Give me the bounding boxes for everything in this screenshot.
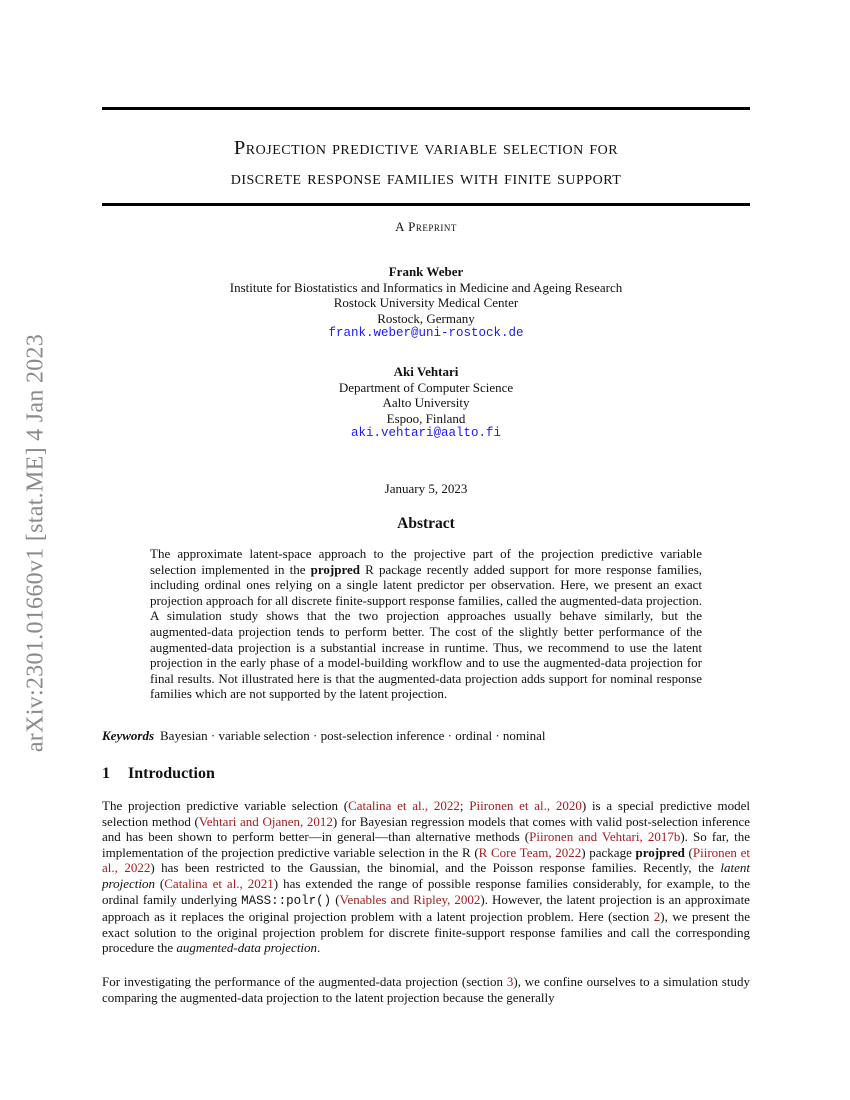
section-heading-introduction [102, 765, 750, 783]
text-run: ). However, the latent projection is an approximate approach as it replaces the original projection problem with a latent projection problem. Here (section [102, 891, 750, 925]
package-name: projpred [635, 844, 685, 860]
citation-link[interactable]: Piironen and Vehtari, 2017b [529, 829, 681, 845]
text-run: ). So far, the implementation of the projection predictive variable selection in the R ( [102, 829, 750, 860]
abstract-heading: Abstract [397, 515, 455, 532]
arxiv-identifier [16, 300, 56, 785]
abstract-part: R package recently added support for more response families, including ordinal ones relying on a single latent predictor per observation. Here, we present an exact projection approach for all discrete finite-support response families, called the augmented-data projection. A simulation study shows that the two projection approaches usually behave similarly, but the augmented-data projection tends to perform better. The cost of the slightly better performance of the augmented-data projection is a substantial increase in runtime. Thus, we recommend to use the latent projection in the early phase of a model-building workflow and to use the augmented-data projection for final results. Not illustrated here is that the augmented-data projection adds support for nominal response families which are not supported by the latent projection. [150, 561, 702, 702]
author-affiliation: Aalto University [382, 395, 470, 410]
citation-link[interactable]: Vehtari and Ojanen, 2012 [198, 813, 333, 829]
author-location: Rostock, Germany [377, 310, 475, 326]
text-run: ( [154, 875, 165, 891]
keywords-list: Bayesian · variable selection · post-selection inference · ordinal · nominal [160, 728, 546, 743]
text-run: . [317, 940, 321, 956]
text-run: ), we confine ourselves to a simulation study comparing the augmented-data projection to the latent projection because the generally [102, 974, 750, 1005]
text-run: ( [684, 844, 693, 860]
text-run: ), we present the exact solution to the original projection problem for discrete finite-support response families and call the corresponding procedure the [102, 909, 750, 956]
package-name: projpred [310, 561, 361, 577]
author-block-vehtari [102, 364, 750, 442]
author-email-link[interactable]: aki.vehtari@aalto.fi [350, 426, 502, 440]
text-run: For investigating the performance of the augmented-data projection (section [102, 974, 507, 989]
title-bottom-rule [102, 203, 750, 206]
author-block-weber [102, 264, 750, 342]
text-run: The projection predictive variable selection ( [102, 798, 349, 813]
citation-link[interactable]: Venables and Ripley, 2002 [339, 891, 481, 907]
paper-title [102, 133, 750, 193]
emphasis-term: augmented-data projection [176, 940, 318, 956]
text-run: ) package [581, 844, 636, 860]
paper-date: January 5, 2023 [384, 481, 468, 496]
author-name: Aki Vehtari [393, 364, 459, 379]
author-location: Espoo, Finland [386, 410, 466, 426]
section-ref-link[interactable]: 2 [653, 909, 661, 925]
author-affiliation: Department of Computer Science [338, 379, 514, 395]
code-snippet: MASS::polr() [241, 893, 332, 908]
citation-link[interactable]: R Core Team, 2022 [478, 844, 582, 860]
arxiv-identifier-text: arXiv:2301.01660v1 [stat.ME] 4 Jan 2023 [22, 333, 49, 752]
title-line-2: discrete response families with finite support [230, 167, 622, 189]
text-run: ) has extended the range of possible response families considerably, for example, to the ordinal family underlying [102, 875, 750, 907]
abstract-part: The approximate latent-space approach to the projective part of the projection predictive variable selection implemented in the [150, 546, 702, 577]
author-affiliation: Institute for Biostatistics and Informatics in Medicine and Ageing Research [229, 279, 623, 295]
text-run: ; [459, 798, 470, 813]
section-ref-link[interactable]: 3 [506, 974, 514, 989]
author-name: Frank Weber [388, 264, 464, 279]
citation-link[interactable]: Catalina et al., 2022 [348, 798, 460, 813]
author-email-link[interactable]: frank.weber@uni-rostock.de [328, 326, 524, 340]
emphasis-term: latent projection [102, 860, 750, 891]
text-run: ) is a special predictive model selection method ( [102, 798, 750, 829]
author-affiliation: Rostock University Medical Center [333, 295, 519, 310]
intro-paragraph-2 [102, 974, 750, 1005]
citation-link[interactable]: Piironen et al., 2022 [102, 844, 750, 876]
preprint-label: A Preprint [395, 219, 457, 234]
citation-link[interactable]: Piironen et al., 2020 [469, 798, 582, 813]
keywords-line [102, 728, 750, 744]
title-line-1: Projection predictive variable selection for [233, 137, 619, 159]
intro-paragraph-1 [102, 798, 750, 956]
section-number: 1 [102, 765, 110, 782]
section-title: Introduction [128, 765, 215, 782]
text-run: ( [331, 891, 340, 907]
abstract-text [150, 546, 702, 702]
text-run: ) has been restricted to the Gaussian, the binomial, and the Poisson response families. Recently, the [150, 860, 721, 876]
keywords-label: Keywords [102, 728, 154, 743]
title-top-rule [102, 107, 750, 110]
text-run: ) for Bayesian regression models that comes with valid post-selection inference and has been shown to perform better—in general—than alternative methods ( [102, 813, 750, 845]
citation-link[interactable]: Catalina et al., 2021 [164, 875, 274, 891]
